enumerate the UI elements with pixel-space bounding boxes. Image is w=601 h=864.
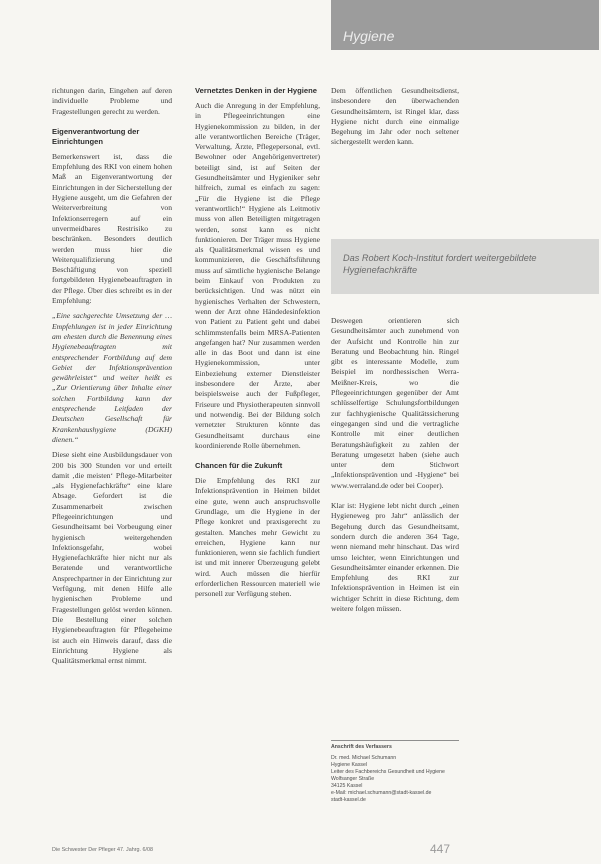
author-line: stadt-kassel.de bbox=[331, 797, 366, 803]
paragraph: Dem öffentlichen Gesundheitsdienst, insbesondere den überwachenden Gesundheitsämtern, ist Ringel klar, dass Hygiene nicht durch eine einmalige Begehung im Jahr oder noch seltener sichergestellt werden kann. bbox=[331, 86, 459, 147]
author-line: Hygiene Kassel bbox=[331, 762, 368, 768]
paragraph: Die Empfehlung des RKI zur Infektionsprävention in Heimen bildet eine gute, wenn auch anspruchsvolle Grundlage, um die Hygiene in der Pflege konkret und praxisgerecht zu gestalten. Manches mehr Gewicht zu erreichen, Hygiene kann nur funktionieren, wenn sie fachlich fundiert ist und mit innerer Überzeugung gelebt wird. Auch müssen die hierfür erforderlichen Ressourcen materiell wie personell zur Verfügung stehen. bbox=[195, 476, 320, 599]
section-header-tab bbox=[331, 0, 599, 50]
author-line: Wolfsanger Straße bbox=[331, 776, 375, 782]
author-address bbox=[331, 744, 459, 804]
divider bbox=[331, 740, 459, 741]
author-line: Dr. med. Michael Schumann bbox=[331, 755, 397, 761]
column-2 bbox=[195, 86, 320, 862]
pull-quote-text: Das Robert Koch-Institut fordert weitergebildete Hygienefachkräfte bbox=[343, 253, 537, 275]
paragraph: Bemerkenswert ist, dass die Empfehlung des RKI von einem hohen Maß an Eigenverantwortung der Einrichtungen in der Sicherstellung der Hygiene ausgeht, um die Gefahren der Weiterverbreitung von Infektionserregern auf ein unvermeidbares Restrisiko zu beschränken. Besonders deutlich werden muss hier die Weiterqualifizierung und Beschäftigung von speziell fortgebildeten Hygienebeauftragten in der Pflege. Über dies schreibt es in der Empfehlung: bbox=[52, 151, 172, 306]
author-line: 34125 Kassel bbox=[331, 783, 363, 789]
author-line: Leiter des Fachbereichs Gesundheit und Hygiene bbox=[331, 769, 445, 775]
section-heading: Eigenverantwortung der Einrichtungen bbox=[52, 126, 140, 146]
paragraph: Auch die Anregung in der Empfehlung, in Pflegeeinrichtungen eine Hygienekommission zu bilden, in der alle verantwortlichen Bereiche (Träger, Verwaltung, Ärzte, Pflegepersonal, evtl. Bewohner oder Angehörigenvertreter) beteiligt sind, ist auf Seiten der Gesundheitsämter und Hygieniker sehr hilfreich, zumal es einfach zu sagen: „Für die Hygiene ist die Pflege verantwortlich!“ Hygiene als Leitmotiv muss von allen Beteiligten mitgetragen werden, sonst kann es nicht funktionieren. Der Träger muss Hygiene als Qualitätsmerkmal wissen es und kommunizieren, die Geschäftsführung muss auf sämtliche hygienische Belange beim Einkauf von Produkten zu berücksichtigen. Und was nützt ein hygienisches Verhalten der Schwestern, wenn der Arzt ohne Händedesinfektion von Patient zu Patient geht und dabei schlimmstenfalls beim MRSA-Patienten angefangen hat? Nur zusammen werden alle in das Boot und dann ist eine Hygienekommission, unter Einbeziehung externer Dienstleister insbesondere der Ärzte, aber beispielsweise auch der Fußpfleger, Friseure und Physiotherapeuten sinnvoll und notwendig. Bei der Bildung solch vernetzter Strukturen könnte das Gesundheitsamt durchaus eine koordinierende Rolle übernehmen. bbox=[195, 101, 320, 450]
paragraph: Deswegen orientieren sich Gesundheitsämter auch zunehmend von der Aufsicht und Kontrolle hin zur Beratung und Beobachtung hin. Ringel gibt es interessante Modelle, zum Beispiel im nordhessischen Werra-Meißner-Kreis, wo die Pflegeeinrichtungen gegenüber der Amt schlüsselfertige Schulungsfortbildungen zur fachhygienische Qualitätssicherung eingegangen sind und die vertragliche Kontrolle mit einer deutlichen Beratungshäufigkeit zu zahlen der Beratung umgesetzt haben (siehe auch unter dem Stichwort „Infektionsprävention und -Hygiene“ bei www.werraland.de oder bei Cooper). bbox=[331, 316, 459, 490]
quote-paragraph: „Eine sachgerechte Umsetzung der … Empfehlungen ist in jeder Einrichtung am ehesten durch die Benennung eines Hygienebeauftragten mit entsprechender Fortbildung auf dem Gebiet der Infektionsprävention gewährleistet“ und weiter heißt es „Zur Orientierung über Inhalte einer solchen Fortbildung kann der entsprechende Leitfaden der Deutschen Gesellschaft für Krankenhaushygiene (DGKH) dienen.“ bbox=[52, 311, 172, 444]
column-3 bbox=[331, 86, 459, 226]
paragraph: Klar ist: Hygiene lebt nicht durch „einen Hygieneweg pro Jahr“ anlässlich der Begehung durch das Gesundheitsamt, sondern durch die anderen 364 Tage, wenn niemand mehr hinschaut. Das wird umso leichter, wenn Einrichtungen und Gesundheitsämter einander erkennen. Die Empfehlung des RKI zur Infektionsprävention in Heimen ist ein wichtiger Schritt in diese Richtung, dem weitere folgen müssen. bbox=[331, 501, 459, 614]
author-line: e-Mail: michael.schumann@stadt-kassel.de bbox=[331, 790, 432, 796]
column-3-lower bbox=[331, 316, 459, 736]
section-heading: Vernetztes Denken in der Hygiene bbox=[195, 86, 317, 95]
paragraph: Diese sieht eine Ausbildungsdauer von 200 bis 300 Stunden vor und erteilt damit ‚die meisten‘ Pflege-Mitarbeiter „als Hygienefachkräfte“ eine klare Absage. Gefordert ist die Zusammenarbeit zwischen Pflegeeinrichtungen und Gesundheitsamt bei Vorbeugung einer hygienisch weitergehenden Infektionsgefahr, wobei Hygienefachkräfte hier nicht nur als Beratende und verantwortliche Ansprechpartner in der Einrichtung zur Verfügung, mit denen Hilfe alle hygienischen Probleme und Fragestellungen gelöst werden können. Die Bestellung einer solchen Hygienebeauftragten für Pflegeheime ist auch ein Hinweis darauf, dass die Einrichtung Hygiene als Qualitätsmerkmal ernst nimmt. bbox=[52, 450, 172, 666]
section-heading: Chancen für die Zukunft bbox=[195, 461, 283, 471]
column-1 bbox=[52, 86, 172, 862]
journal-footer: Die Schwester Der Pfleger 47. Jahrg. 6/08 bbox=[52, 847, 153, 853]
pull-quote-box bbox=[331, 239, 599, 294]
author-label: Anschrift des Verfassers bbox=[331, 744, 392, 750]
page-number: 447 bbox=[430, 842, 451, 856]
paragraph: richtungen darin, Eingehen auf deren individuelle Probleme und Fragestellungen gerecht zu werden. bbox=[52, 86, 172, 116]
section-title: Hygiene bbox=[343, 28, 395, 44]
